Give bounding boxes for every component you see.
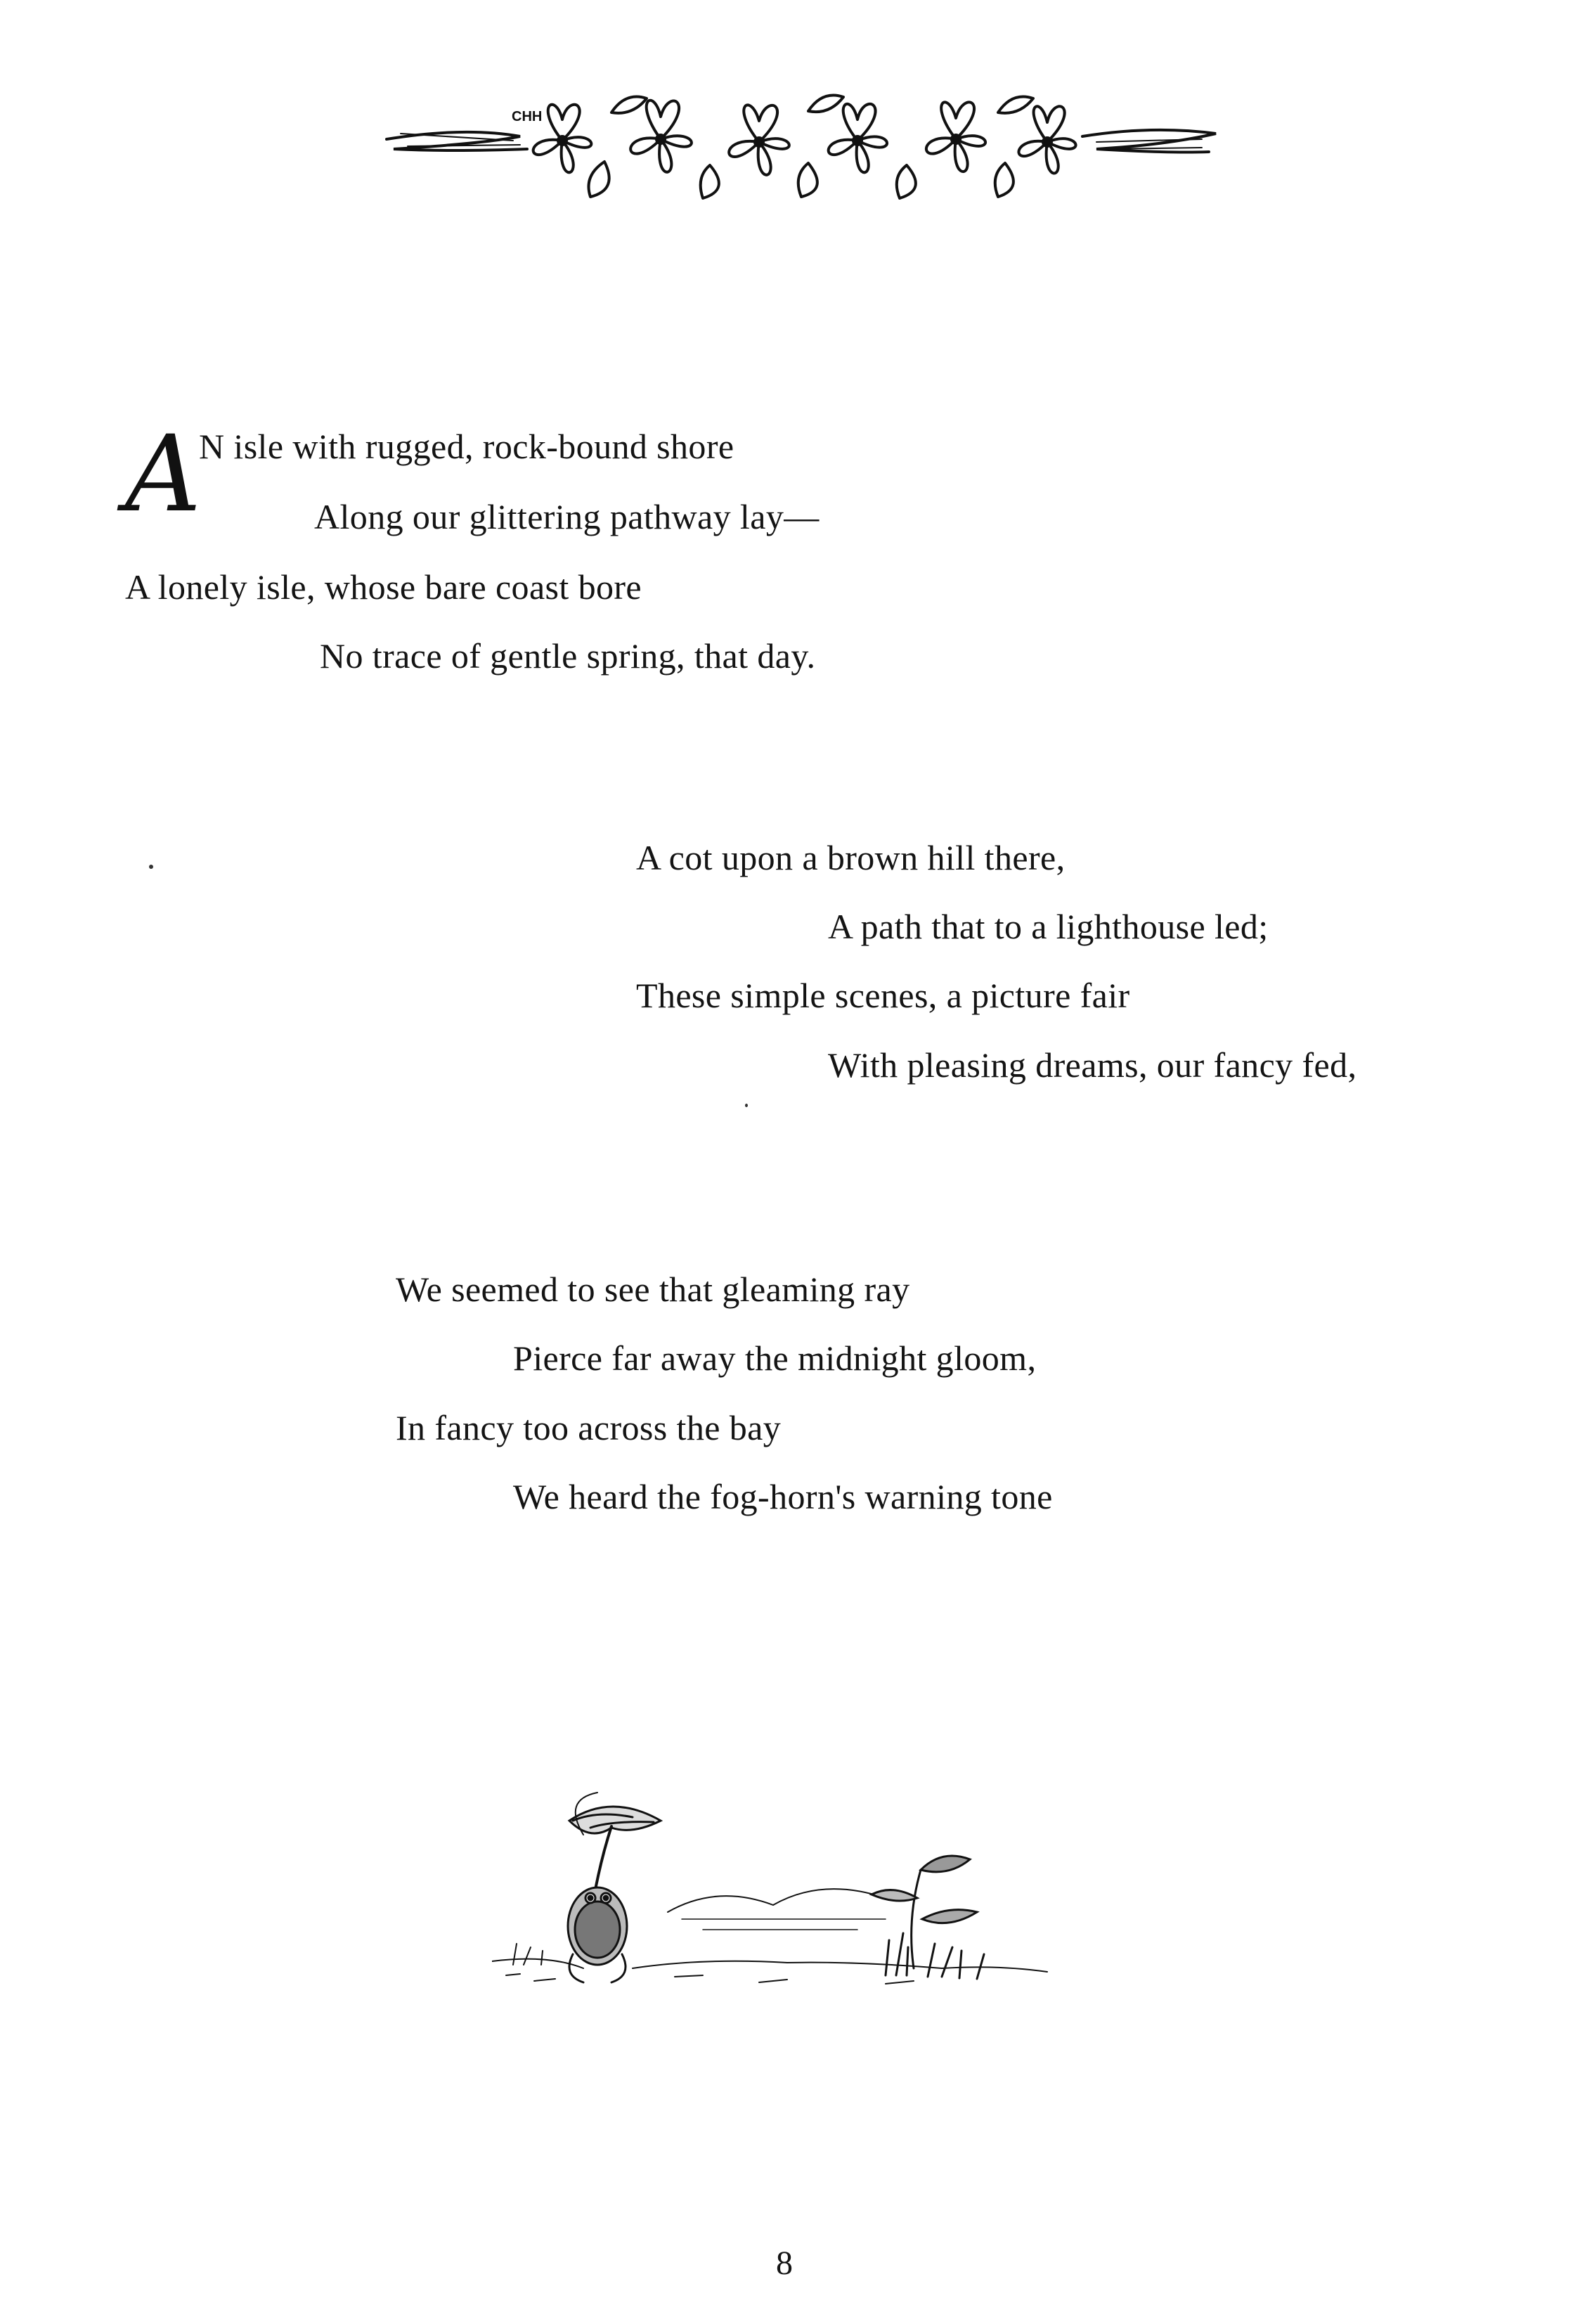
poem-line: N isle with rugged, rock-bound shore xyxy=(199,427,734,466)
page-number: 8 xyxy=(776,2245,793,2282)
poem-line: With pleasing dreams, our fancy fed, xyxy=(828,1045,1357,1085)
artist-initials: CHH xyxy=(512,109,543,124)
poem-line: Pierce far away the midnight gloom, xyxy=(513,1338,1037,1378)
print-speck xyxy=(745,1104,748,1107)
poem-line: A cot upon a brown hill there, xyxy=(636,838,1066,877)
poem-line: No trace of gentle spring, that day. xyxy=(320,636,816,676)
poem-line: These simple scenes, a picture fair xyxy=(636,976,1130,1015)
poem-line: In fancy too across the bay xyxy=(396,1408,782,1447)
floral-garland-ornament xyxy=(380,84,1223,204)
print-speck xyxy=(149,865,153,869)
drop-cap: A xyxy=(125,413,202,536)
poem-line: We heard the fog-horn's warning tone xyxy=(513,1477,1053,1516)
poem-line: Along our glittering pathway lay— xyxy=(314,497,820,536)
poem-line: We seemed to see that gleaming ray xyxy=(396,1270,910,1309)
frog-under-leaf-vignette xyxy=(492,1778,1054,2003)
poem-line: A lonely isle, whose bare coast bore xyxy=(125,567,642,607)
poem-line: A path that to a lighthouse led; xyxy=(828,907,1269,946)
